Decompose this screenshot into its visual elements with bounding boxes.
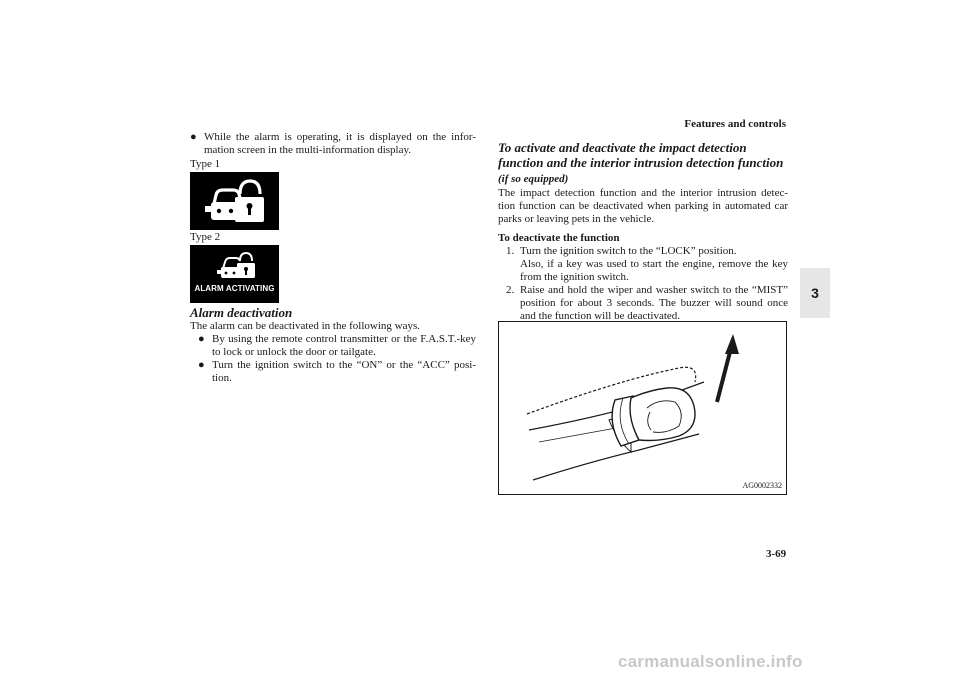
heading-suffix: (if so equipped) <box>498 173 569 185</box>
heading-text: To activate and deactivate the impact detection function and the interior intrusion detection function <box>498 140 784 170</box>
type2-display-image <box>190 245 279 303</box>
alarm-activating-text: ALARM ACTIVATING <box>194 284 275 293</box>
bullet-icon: ● <box>198 333 205 345</box>
step-item <box>498 258 788 284</box>
step-item <box>498 245 788 258</box>
deactivation-intro: The alarm can be deactivated in the following ways. <box>190 320 420 332</box>
alarm-deactivation-heading: Alarm deactivation <box>190 305 293 320</box>
bullet-text: By using the remote control transmitter or the F.A.S.T.-key to lock or unlock the door or tailgate. <box>212 333 476 358</box>
bullet-item <box>190 359 476 385</box>
type2-label: Type 2 <box>190 231 221 243</box>
bullet-text: Turn the ignition switch to the “ON” or the “ACC” posi-tion. <box>212 359 476 384</box>
bullet-text: While the alarm is operating, it is displayed on the infor-mation screen in the multi-information display. <box>204 131 476 156</box>
type1-display-image <box>190 172 279 230</box>
car-padlock-icon <box>190 245 279 285</box>
page-number: 3-69 <box>766 548 787 560</box>
wiper-switch-illustration <box>498 321 787 495</box>
figure-code: AG0002332 <box>742 481 782 490</box>
impact-detection-intro: The impact detection function and the interior intrusion detec-tion function can be deactivated when parking in automated car parks or leaving pets in the vehicle. <box>498 187 788 225</box>
deactivate-subheading: To deactivate the function <box>498 232 620 244</box>
step-text: Also, if a key was used to start the engine, remove the key from the ignition switch. <box>520 258 788 283</box>
step-item <box>498 284 788 323</box>
wiper-lever-drawing <box>499 322 786 494</box>
step-text: Raise and hold the wiper and washer switch to the “MIST” position for about 3 seconds. The buzzer will sound once and the function will be deactivated. <box>520 284 788 322</box>
watermark-text: carmanualsonline.info <box>618 652 803 671</box>
right-column <box>498 138 788 323</box>
type1-label: Type 1 <box>190 158 221 170</box>
step-number: 2. <box>506 284 515 296</box>
step-number: 1. <box>506 245 515 257</box>
bullet-icon: ● <box>190 131 197 143</box>
bullet-icon: ● <box>198 359 205 371</box>
car-padlock-icon <box>190 172 279 230</box>
step-text: Turn the ignition switch to the “LOCK” position. <box>520 245 737 257</box>
left-column <box>190 131 476 385</box>
section-title: Features and controls <box>684 118 786 130</box>
bullet-item <box>190 131 476 157</box>
chapter-tab[interactable]: 3 <box>800 268 830 318</box>
impact-detection-heading <box>498 140 788 187</box>
bullet-item <box>190 333 476 359</box>
